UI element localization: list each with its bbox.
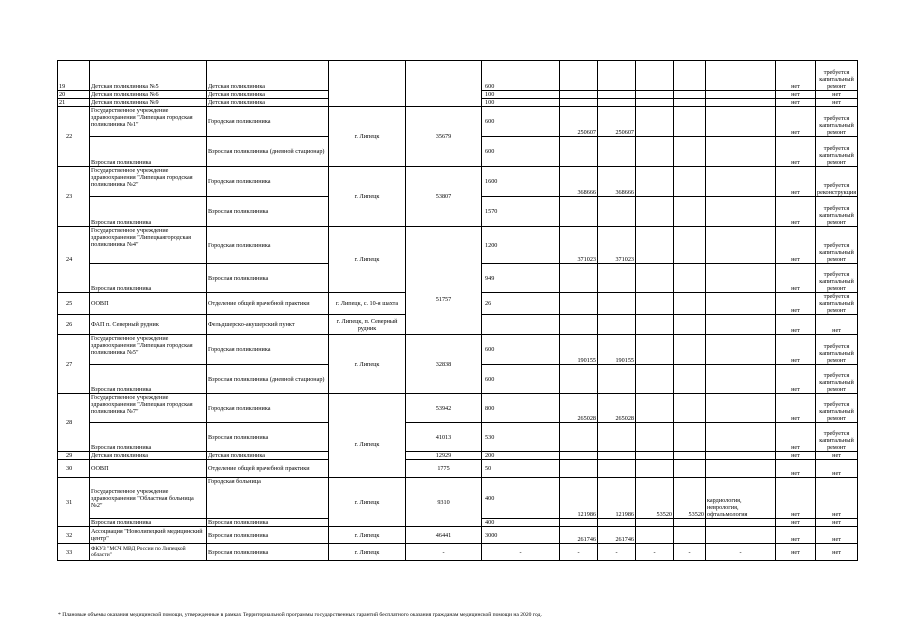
table-row — [58, 61, 858, 91]
table-cell: 371023 — [598, 227, 636, 264]
table-cell: - — [706, 544, 776, 561]
table-cell — [636, 99, 674, 107]
table-cell — [674, 460, 706, 478]
table-cell — [560, 197, 598, 227]
table-cell: нет — [776, 423, 816, 452]
table-cell: Государственное учреждение здравоохранения "Липецкая городская поликлиника №2" — [90, 167, 207, 197]
table-cell: нет — [776, 167, 816, 197]
table-cell: 30 — [58, 460, 90, 478]
table-cell: требуется капитальный ремонт — [816, 107, 858, 137]
table-cell — [636, 519, 674, 527]
table-cell: 26 — [58, 315, 90, 335]
table-cell: Взрослая поликлиника — [207, 423, 329, 452]
table-cell — [674, 335, 706, 365]
table-cell — [560, 61, 598, 91]
table-cell: 250607 — [598, 107, 636, 137]
table-row — [58, 107, 858, 137]
table-cell: Детская поликлиника — [207, 99, 329, 107]
table-cell: Детская поликлиника — [207, 452, 329, 460]
table-row — [58, 394, 858, 423]
table-row — [58, 423, 858, 452]
table-cell: г. Липецк — [329, 227, 406, 293]
table-cell: 28 — [58, 394, 90, 452]
table-cell: Фельдшерско-акушерский пункт — [207, 315, 329, 335]
table-cell: Взрослая поликлиника (дневной стационар) — [207, 137, 329, 167]
table-cell: г. Липецк — [329, 544, 406, 561]
table-cell: 50 — [482, 460, 560, 478]
table-cell — [636, 365, 674, 394]
table-cell: нет — [816, 478, 858, 519]
table-cell — [674, 452, 706, 460]
table-cell: ООВП — [90, 460, 207, 478]
table-cell — [706, 293, 776, 315]
table-cell: 261746 — [560, 527, 598, 544]
table-cell: Взрослая поликлиника (дневной стационар) — [207, 365, 329, 394]
table-cell: 19 — [58, 61, 90, 91]
table-cell: нет — [776, 478, 816, 519]
table-cell: Взрослая поликлиника — [207, 519, 329, 527]
table-cell — [636, 264, 674, 293]
table-cell: Взрослая поликлиника — [207, 527, 329, 544]
table-cell: 600 — [482, 61, 560, 91]
table-cell: 265028 — [598, 394, 636, 423]
table-cell — [598, 315, 636, 335]
table-cell: 53520 — [636, 478, 674, 519]
table-cell: Взрослая поликлиника — [207, 264, 329, 293]
table-cell — [482, 315, 560, 335]
table-cell: 53942 — [406, 394, 482, 423]
table-cell: 600 — [482, 107, 560, 137]
table-cell — [706, 460, 776, 478]
table-cell — [706, 197, 776, 227]
table-cell: 250607 — [560, 107, 598, 137]
table-cell — [598, 137, 636, 167]
table-cell: Государственное учреждение здравоохранения "Областная больница №2" — [90, 478, 207, 519]
table-cell: требуется капитальный ремонт — [816, 197, 858, 227]
table-cell: 21 — [58, 99, 90, 107]
table-cell — [636, 167, 674, 197]
table-cell: г. Липецк, с. 10-я шахта — [329, 293, 406, 315]
table-cell: 27 — [58, 335, 90, 394]
table-cell: 530 — [482, 423, 560, 452]
table-cell: нет — [816, 519, 858, 527]
table-cell — [636, 394, 674, 423]
table-row — [58, 452, 858, 460]
table-cell: г. Липецк — [329, 478, 406, 527]
table-cell: требуется капитальный ремонт — [816, 423, 858, 452]
table-cell — [598, 264, 636, 293]
table-cell: Городская поликлиника — [207, 227, 329, 264]
table-cell: 600 — [482, 365, 560, 394]
table-cell — [598, 452, 636, 460]
table-cell — [674, 315, 706, 335]
table-cell: Взрослая поликлиника — [207, 197, 329, 227]
table-cell: 600 — [482, 137, 560, 167]
table-cell: 32838 — [406, 335, 482, 394]
table-cell: Государственное учреждение здравоохранения "Липецкаягородская поликлиника №4" — [90, 227, 207, 264]
table-cell: - — [406, 544, 482, 561]
table-cell: Отделение общей врачебной практики — [207, 460, 329, 478]
table-cell: - — [482, 544, 560, 561]
table-cell: Государственное учреждение здравоохранения "Липецкая городская поликлиника №1" — [90, 107, 207, 137]
table-cell: - — [674, 544, 706, 561]
table-row — [58, 527, 858, 544]
table-cell — [674, 227, 706, 264]
table-cell: нет — [816, 91, 858, 99]
table-cell — [674, 107, 706, 137]
table-cell: Взрослая поликлиника — [207, 544, 329, 561]
table-cell: нет — [776, 452, 816, 460]
table-cell: нет — [776, 61, 816, 91]
table-cell — [674, 519, 706, 527]
table-cell — [674, 167, 706, 197]
table-cell: Взрослая поликлиника — [90, 264, 207, 293]
table-cell: 1600 — [482, 167, 560, 197]
table-cell — [560, 293, 598, 315]
table-cell — [560, 315, 598, 335]
table-cell: - — [598, 544, 636, 561]
table-cell: Взрослая поликлиника — [90, 519, 207, 527]
table-cell — [674, 137, 706, 167]
table-cell — [598, 99, 636, 107]
table-cell: кардиология, неврология, офтальмология — [706, 478, 776, 519]
table-cell — [636, 423, 674, 452]
table-cell — [598, 293, 636, 315]
table-cell: 1570 — [482, 197, 560, 227]
table-cell: 949 — [482, 264, 560, 293]
table-cell — [329, 61, 406, 107]
table-cell — [706, 423, 776, 452]
table-cell — [636, 137, 674, 167]
table-cell: 800 — [482, 394, 560, 423]
table-cell — [636, 460, 674, 478]
table-cell: нет — [776, 315, 816, 335]
table-cell: 24 — [58, 227, 90, 293]
table-row — [58, 544, 858, 561]
table-cell — [706, 107, 776, 137]
table-cell: нет — [816, 452, 858, 460]
table-cell: Взрослая поликлиника — [90, 197, 207, 227]
table-cell — [674, 394, 706, 423]
table-cell: 261746 — [598, 527, 636, 544]
table-cell: Детская поликлиника №6 — [90, 91, 207, 99]
table-cell: 20 — [58, 91, 90, 99]
table-cell: Взрослая поликлиника — [90, 423, 207, 452]
table-cell — [598, 91, 636, 99]
table-cell — [560, 460, 598, 478]
table-cell: 12929 — [406, 452, 482, 460]
table-cell — [706, 394, 776, 423]
table-cell: требуется капитальный ремонт — [816, 293, 858, 315]
table-cell — [636, 91, 674, 99]
table-cell: г. Липецк, п. Северный рудник — [329, 315, 406, 335]
table-cell — [674, 423, 706, 452]
table-cell — [598, 460, 636, 478]
table-cell — [560, 99, 598, 107]
table-cell: требуется капитальный ремонт — [816, 264, 858, 293]
table-cell: 200 — [482, 452, 560, 460]
table-cell: 31 — [58, 478, 90, 527]
table-cell: нет — [776, 91, 816, 99]
table-cell: ФАП п. Северный рудник — [90, 315, 207, 335]
table-cell — [706, 519, 776, 527]
table-cell — [560, 423, 598, 452]
table-cell: 41013 — [406, 423, 482, 452]
table-cell — [636, 315, 674, 335]
table-cell: Отделение общей врачебной практики — [207, 293, 329, 315]
table-cell — [636, 527, 674, 544]
table-cell: 190155 — [598, 335, 636, 365]
table-cell — [706, 365, 776, 394]
table-cell: г. Липецк — [329, 107, 406, 167]
table-cell — [674, 293, 706, 315]
table-cell: нет — [816, 315, 858, 335]
table-cell: Государственное учреждение здравоохранения "Липецкая городская поликлиника №5" — [90, 335, 207, 365]
table-cell — [674, 61, 706, 91]
table-cell: 32 — [58, 527, 90, 544]
table-cell: нет — [776, 394, 816, 423]
table-cell — [706, 91, 776, 99]
table-cell: 22 — [58, 107, 90, 167]
table-cell: 121986 — [560, 478, 598, 519]
table-cell — [706, 335, 776, 365]
table-cell — [636, 335, 674, 365]
table-cell — [598, 365, 636, 394]
table-cell: нет — [776, 335, 816, 365]
table-cell: 26 — [482, 293, 560, 315]
table-cell: 265028 — [560, 394, 598, 423]
table-cell: Государственное учреждение здравоохранения "Липецкая городская поликлиника №7" — [90, 394, 207, 423]
table-cell: Городская поликлиника — [207, 394, 329, 423]
table-cell: Ассоциация "Новолипецкий медицинский центр" — [90, 527, 207, 544]
table-cell: - — [636, 544, 674, 561]
table-cell: Взрослая поликлиника — [90, 137, 207, 167]
table-cell: 121986 — [598, 478, 636, 519]
table-cell: г. Липецк — [329, 527, 406, 544]
table-row — [58, 460, 858, 478]
table-cell: требуется капитальный ремонт — [816, 61, 858, 91]
table-row — [58, 227, 858, 264]
table-cell: 1775 — [406, 460, 482, 478]
table-cell: 371023 — [560, 227, 598, 264]
table-cell: Детская поликлиника №5 — [90, 61, 207, 91]
table-cell — [560, 519, 598, 527]
table-cell: 29 — [58, 452, 90, 460]
table-cell: ФКУЗ "МСЧ МВД России по Липецкой области" — [90, 544, 207, 561]
table-cell: Городская больница — [207, 478, 329, 519]
table-cell — [636, 293, 674, 315]
table-cell: нет — [776, 460, 816, 478]
table-cell: Детская поликлиника — [207, 91, 329, 99]
table-cell: 1200 — [482, 227, 560, 264]
table-cell: 53807 — [406, 167, 482, 227]
table-cell: нет — [776, 519, 816, 527]
table-cell — [560, 91, 598, 99]
table-cell — [706, 227, 776, 264]
table-row — [58, 335, 858, 365]
table-cell: 100 — [482, 91, 560, 99]
table-cell: нет — [816, 460, 858, 478]
table-cell: нет — [776, 365, 816, 394]
table-cell: требуется капитальный ремонт — [816, 227, 858, 264]
table-cell: требуется капитальный ремонт — [816, 394, 858, 423]
table-cell — [706, 137, 776, 167]
table-cell: нет — [816, 99, 858, 107]
table-row — [58, 478, 858, 519]
table-cell: нет — [816, 544, 858, 561]
table-cell — [560, 452, 598, 460]
table-cell: Взрослая поликлиника — [90, 365, 207, 394]
table-cell: Детская поликлиника №9 — [90, 99, 207, 107]
table-cell: ООВП — [90, 293, 207, 315]
table-row — [58, 167, 858, 197]
table-cell — [674, 365, 706, 394]
table-cell: г. Липецк — [329, 335, 406, 394]
table-cell — [560, 365, 598, 394]
table-cell — [636, 61, 674, 91]
facilities-table — [57, 60, 858, 561]
table-cell: 33 — [58, 544, 90, 561]
table-cell: нет — [776, 527, 816, 544]
footnote: * Плановые объемы оказания медицинской помощи, утвержденные в рамках Территориальной программы государственных гарантий бесплатного оказания гражданам медицинской помощи на 2020 год. — [58, 612, 542, 618]
table-cell: 9310 — [406, 478, 482, 527]
table-cell — [598, 61, 636, 91]
table-cell — [636, 452, 674, 460]
table-cell — [636, 107, 674, 137]
table-cell: 51757 — [406, 227, 482, 335]
table-cell: Детская поликлиника — [207, 61, 329, 91]
table-cell — [636, 227, 674, 264]
table-cell: нет — [776, 544, 816, 561]
table-cell — [598, 423, 636, 452]
table-cell: 100 — [482, 99, 560, 107]
table-cell: нет — [776, 99, 816, 107]
table-cell — [674, 91, 706, 99]
table-cell: нет — [776, 293, 816, 315]
table-cell: 190155 — [560, 335, 598, 365]
table-cell: нет — [776, 197, 816, 227]
table-cell — [560, 137, 598, 167]
table-cell: нет — [776, 227, 816, 264]
table-cell — [674, 264, 706, 293]
table-cell — [560, 264, 598, 293]
table-cell: требуется реконструкция — [816, 167, 858, 197]
table-cell — [674, 197, 706, 227]
table-cell: требуется капитальный ремонт — [816, 137, 858, 167]
table-cell: 23 — [58, 167, 90, 227]
table-cell: 46441 — [406, 527, 482, 544]
table-cell: требуется капитальный ремонт — [816, 335, 858, 365]
table-cell: - — [560, 544, 598, 561]
table-cell — [706, 527, 776, 544]
table-cell — [598, 197, 636, 227]
table-cell — [636, 197, 674, 227]
table-cell — [706, 452, 776, 460]
table-cell — [706, 315, 776, 335]
table-cell: нет — [816, 527, 858, 544]
table-cell: г. Липецк — [329, 394, 406, 478]
table-cell: г. Липецк — [329, 167, 406, 227]
table-cell: Детская поликлиника — [90, 452, 207, 460]
table-cell: 35679 — [406, 107, 482, 167]
table-cell: 25 — [58, 293, 90, 315]
table-cell: 53520 — [674, 478, 706, 519]
table-cell — [706, 61, 776, 91]
table-cell: нет — [776, 264, 816, 293]
table-cell: требуется капитальный ремонт — [816, 365, 858, 394]
table-cell: 368666 — [598, 167, 636, 197]
table-cell: Городская поликлиника — [207, 167, 329, 197]
table-cell — [406, 61, 482, 107]
table-cell: нет — [776, 137, 816, 167]
table-cell: 600 — [482, 335, 560, 365]
table-cell: 400 — [482, 478, 560, 519]
table-cell: 368666 — [560, 167, 598, 197]
table-cell — [598, 519, 636, 527]
table-cell — [706, 99, 776, 107]
table-cell — [674, 527, 706, 544]
table-cell: 400 — [482, 519, 560, 527]
table-cell — [706, 167, 776, 197]
table-cell: Городская поликлиника — [207, 107, 329, 137]
table-cell: Городская поликлиника — [207, 335, 329, 365]
table-cell — [706, 264, 776, 293]
table-cell: 3000 — [482, 527, 560, 544]
table-cell — [674, 99, 706, 107]
table-cell: нет — [776, 107, 816, 137]
